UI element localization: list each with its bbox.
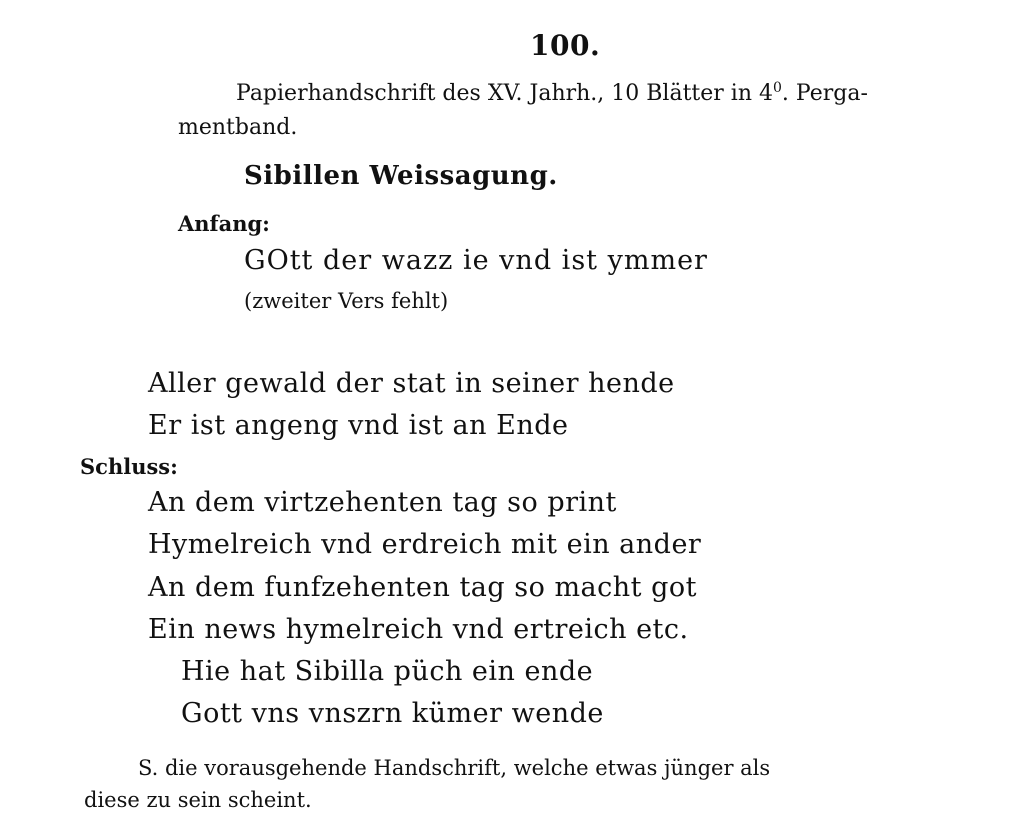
verse-line: Hie hat Sibilla püch ein ende: [181, 656, 594, 687]
verse-line: Hymelreich vnd erdreich mit ein ander: [148, 529, 702, 560]
verse-line: Aller gewald der stat in seiner hende: [148, 368, 675, 399]
verse-line: Er ist angeng vnd ist an Ende: [148, 410, 569, 441]
footnote-line-1: S. die vorausgehende Handschrift, welche etwas jünger als: [138, 756, 771, 780]
incipit-verse: GOtt der wazz ie vnd ist ymmer: [244, 245, 708, 276]
manuscript-description-text: Papierhandschrift des XV. Jahrh., 10 Blätter in 4: [236, 81, 773, 106]
manuscript-description-line-1: [236, 80, 868, 106]
footnote-line-2: diese zu sein scheint.: [84, 788, 312, 812]
manuscript-description-line-2: mentband.: [178, 115, 298, 140]
section-title: Sibillen Weissagung.: [244, 161, 558, 191]
verse-line: Gott vns vnszrn kümer wende: [181, 698, 604, 729]
page-number: 100.: [530, 29, 601, 62]
format-degree-sign: 0: [773, 80, 782, 96]
manuscript-description-tail: . Perga-: [781, 81, 868, 106]
verse-line: Ein news hymelreich vnd ertreich etc.: [148, 614, 689, 645]
schluss-label: Schluss:: [80, 454, 178, 479]
verse-line: An dem funfzehenten tag so macht got: [148, 572, 697, 603]
anfang-label: Anfang:: [178, 211, 270, 236]
verse-line: An dem virtzehenten tag so print: [148, 487, 617, 518]
missing-verse-note: (zweiter Vers fehlt): [244, 289, 449, 313]
